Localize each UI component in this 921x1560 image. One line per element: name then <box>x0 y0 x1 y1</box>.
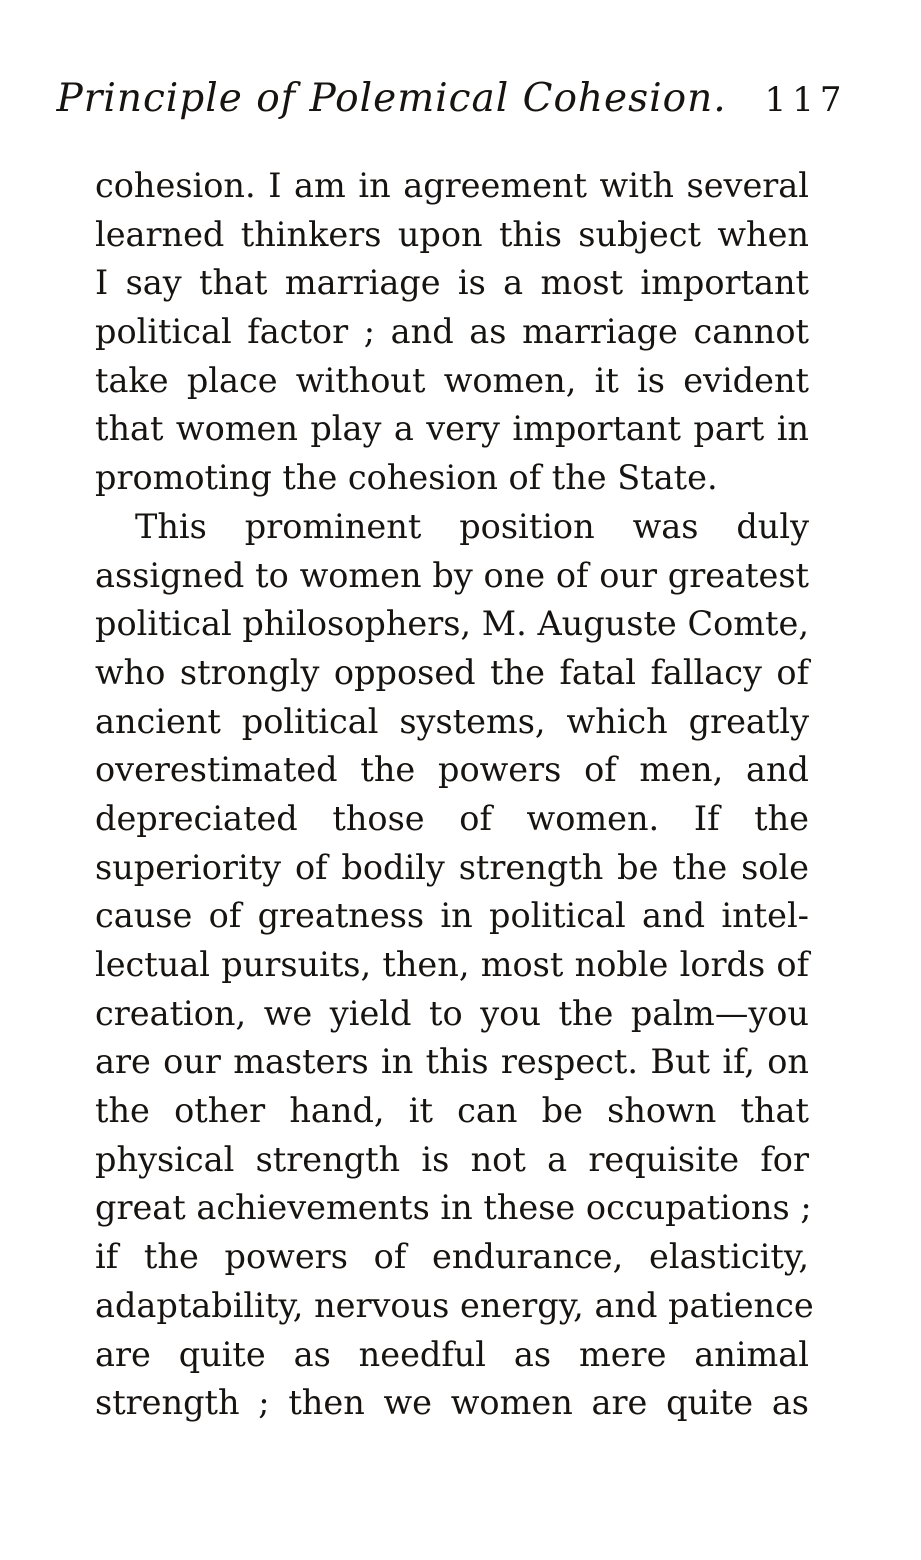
text-line: physical strength is not a requisite for <box>95 1139 809 1179</box>
running-head <box>56 76 848 121</box>
text-line: political factor ; and as marriage cannot <box>95 312 809 352</box>
text-line-paragraph-start: This prominent position was duly <box>135 506 809 546</box>
text-line: are our masters in this respect. But if, on <box>95 1042 809 1082</box>
text-line: learned thinkers upon this subject when <box>95 214 809 254</box>
text-line: cause of greatness in political and intel- <box>95 896 809 936</box>
text-line: cohesion. I am in agreement with several <box>95 166 809 205</box>
text-line: political philosophers, M. Auguste Comte, <box>95 604 809 644</box>
text-line: ancient political systems, which greatly <box>95 701 809 741</box>
text-line: the other hand, it can be shown that <box>95 1091 809 1131</box>
text-line: if the powers of endurance, elasticity, <box>95 1237 809 1277</box>
text-line: great achievements in these occupations ; <box>95 1188 812 1228</box>
text-line: I say that marriage is a most important <box>95 263 809 303</box>
text-line: assigned to women by one of our greatest <box>95 555 809 595</box>
text-line: are quite as needful as mere animal <box>95 1334 809 1374</box>
text-line: who strongly opposed the fatal fallacy of <box>95 652 809 692</box>
text-line: superiority of bodily strength be the sole <box>95 847 809 887</box>
text-line: depreciated those of women. If the <box>95 798 809 838</box>
text-line: creation, we yield to you the palm—you <box>95 993 809 1033</box>
text-line: that women play a very important part in <box>95 409 809 449</box>
text-line: overestimated the powers of men, and <box>95 750 809 790</box>
body-text <box>95 162 814 1428</box>
page-number: 117 <box>764 80 848 120</box>
text-line: lectual pursuits, then, most noble lords of <box>95 945 809 984</box>
text-line: strength ; then we women are quite as <box>95 1383 809 1423</box>
running-head-title: Principle of Polemical Cohesion. <box>56 76 727 121</box>
text-line-paragraph-end: promoting the cohesion of the State. <box>95 458 718 498</box>
text-line: take place without women, it is evident <box>95 360 809 400</box>
text-line: adaptability, nervous energy, and patience <box>95 1285 814 1325</box>
